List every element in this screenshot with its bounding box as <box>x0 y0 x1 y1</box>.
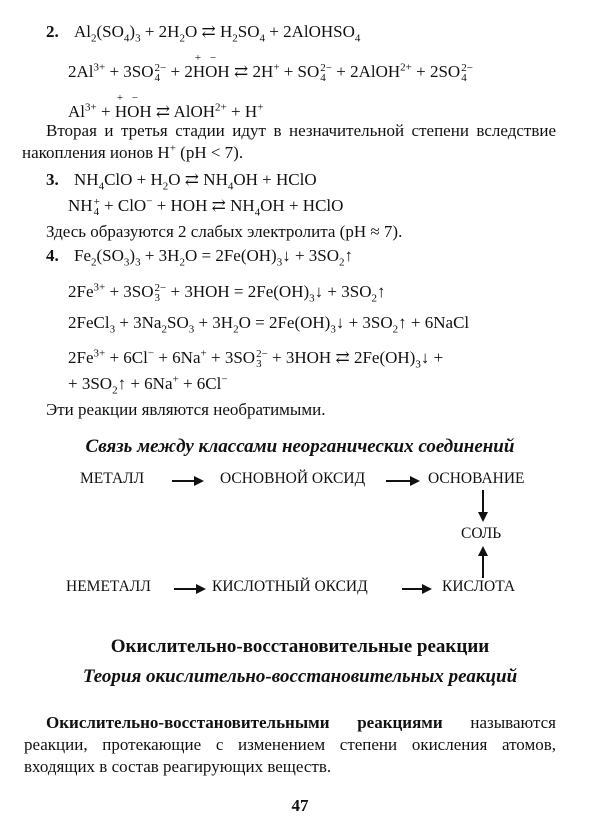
node-salt: СОЛЬ <box>461 525 502 542</box>
section-number: 4. <box>46 246 59 265</box>
arrow-acid-to-salt <box>482 548 484 578</box>
redox-definition <box>24 712 556 778</box>
definition-term: Окислительно-восстановительными реакциями <box>46 713 443 732</box>
page-number: 47 <box>291 796 309 815</box>
arrow-metal-to-basic-oxide <box>172 480 202 482</box>
definition-text: называются реакции, протекающие с изменением степени окисления атомов, входящих в состав реагирующих веществ. <box>24 713 556 776</box>
section-4-eq-4a: $2Fe^{3+} + 6Cl^- + 6Na^+ + 3SO$ 2− 3 + 3HOH ⇄ $2Fe(OH)_3↓$ + <box>68 347 444 371</box>
section-4-note: Эти реакции являются необратимыми. <box>46 400 326 419</box>
relations-title: Связь между классами неорганических соединений <box>85 436 515 457</box>
arrow-base-to-salt <box>482 490 484 520</box>
section-number: 2. <box>46 22 59 41</box>
arrow-acid-oxide-to-acid <box>402 588 430 590</box>
section-4-eq-2: $2Fe^{3+} + 3SO$ 2− 3 + $3HOH = 2Fe(OH)_3↓$ + $3SO_2↑$ <box>68 281 386 305</box>
section-3-note: Здесь образуются 2 слабых электролита (pH ≈ 7). <box>46 222 403 241</box>
section-3-eq-2: NH + 4 + ClO− + HOH ⇄ $NH_4OH$ + HClO <box>68 195 344 219</box>
section-2-eq-1: 2. $Al_2(SO_4)_3 + 2H_2O$ ⇄ $H_2SO_4$ + 2AlOHSO$_4$ <box>46 22 361 45</box>
section-2-eq-3: $Al^{3+} + H$ + OH − ⇄ AlOH$^{2+}$ + H+ <box>68 92 264 121</box>
section-4-eq-4b: + $3SO_2↑ + 6Na^+ + 6Cl^-$ <box>68 373 228 397</box>
node-acid-oxide: КИСЛОТНЫЙ ОКСИД <box>212 578 368 595</box>
section-2-eq-2: $2Al^{3+} + 3SO$ 2− 4 + 2H + OH − ⇄ 2H+ + SO 2− 4 + 2AlOH$^{2+}$ + 2SO 2− 4 <box>68 52 473 85</box>
node-metal: МЕТАЛЛ <box>80 470 145 487</box>
node-nonmetal: НЕМЕТАЛЛ <box>66 578 151 595</box>
section-4-eq-3: 2FeCl$_3$ + $3Na_2SO_3 + 3H_2O$ = $2Fe(OH)_3↓$ + $3SO_2↑$ + 6NaCl <box>68 313 470 336</box>
section-4-eq-1: 4. $Fe_2(SO_3)_3 + 3H_2O$ = $2Fe(OH)_3↓$ + $3SO_2↑$ <box>46 246 354 269</box>
redox-subtitle: Теория окислительно-восстановительных реакций <box>82 666 518 687</box>
node-acid: КИСЛОТА <box>442 578 516 595</box>
redox-title: Окислительно-восстановительные реакции <box>110 636 490 657</box>
section-2-note: Вторая и третья стадии идут в незначительной степени вследствие накопления ионов H+ (pH < 7). <box>22 121 556 162</box>
section-3-eq-1: 3. $NH_4ClO + H_2O$ ⇄ $NH_4OH$ + HClO <box>46 170 317 193</box>
section-number: 3. <box>46 170 59 189</box>
arrow-nonmetal-to-acid-oxide <box>174 588 204 590</box>
arrow-basic-oxide-to-base <box>386 480 418 482</box>
node-base: ОСНОВАНИЕ <box>428 470 525 487</box>
node-basic-oxide: ОСНОВНОЙ ОКСИД <box>220 470 366 487</box>
